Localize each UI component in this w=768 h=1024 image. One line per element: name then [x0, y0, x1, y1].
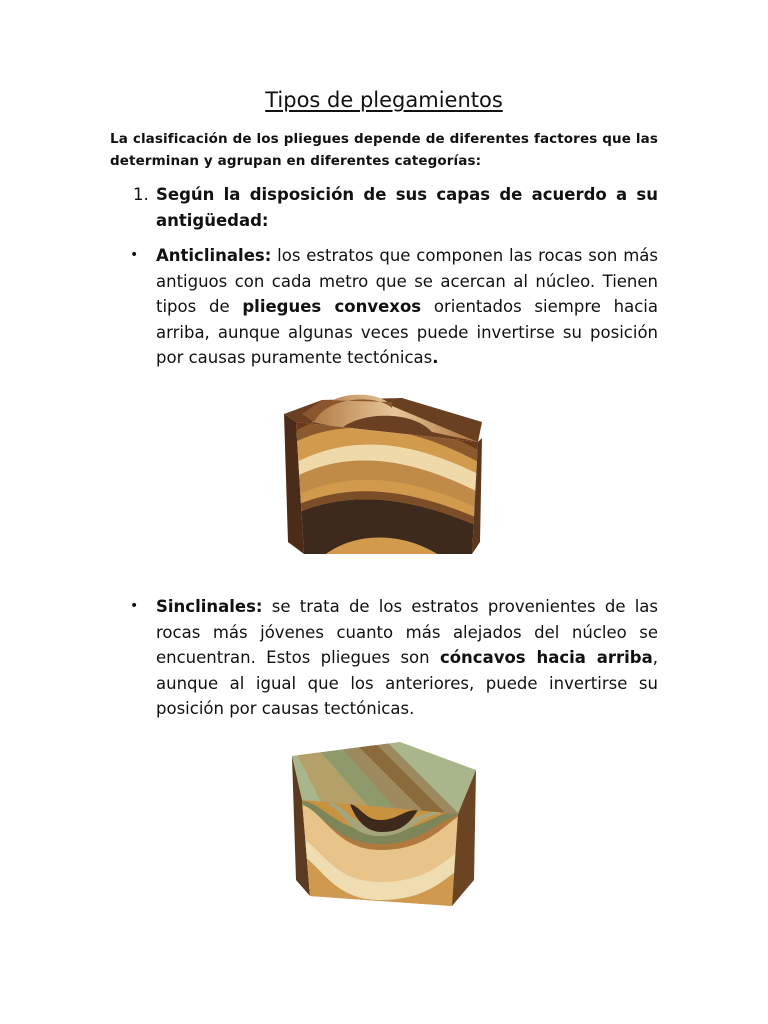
sinclinales-text1: se trata de los estratos provenientes de las rocas más jóvenes cuanto más alejados del núcleo se encuentran. Estos pliegues son — [156, 597, 658, 667]
sinclinales-term: Sinclinales: — [156, 597, 263, 616]
section-heading-text: Según la disposición de sus capas de acuerdo a su antigüedad: — [156, 185, 658, 230]
sinclinales-text2: , aunque al igual que los anteriores, puede invertirse su posición por causas tectónicas. — [156, 648, 658, 718]
page-title: Tipos de plegamientos — [265, 88, 503, 112]
anticlinales-term: Anticlinales: — [156, 246, 272, 265]
anticlinales-text1: los estratos que componen las rocas son más antiguos con cada metro que se acercan al núcleo. Tienen tipos de — [156, 246, 658, 316]
syncline-diagram — [290, 740, 476, 908]
anticlinales-end: . — [432, 348, 439, 367]
section-number: 1. — [133, 185, 149, 204]
bullet-sinclinales: • — [130, 598, 139, 614]
anticline-diagram — [282, 392, 482, 557]
sinclinales-bold: cóncavos hacia arriba — [439, 648, 653, 667]
section-heading — [156, 182, 658, 233]
anticlinales-paragraph — [156, 243, 658, 371]
sinclinales-paragraph — [156, 594, 658, 722]
anticlinales-bold: pliegues convexos — [242, 297, 422, 316]
anticlinales-text2: orientados siempre hacia arriba, aunque algunas veces puede invertirse su posición por causas puramente tectónicas — [156, 297, 658, 367]
bullet-anticlinales: • — [130, 247, 139, 263]
intro-paragraph: La clasificación de los pliegues depende de diferentes factores que las determinan y agrupan en diferentes categorías: — [110, 131, 658, 169]
